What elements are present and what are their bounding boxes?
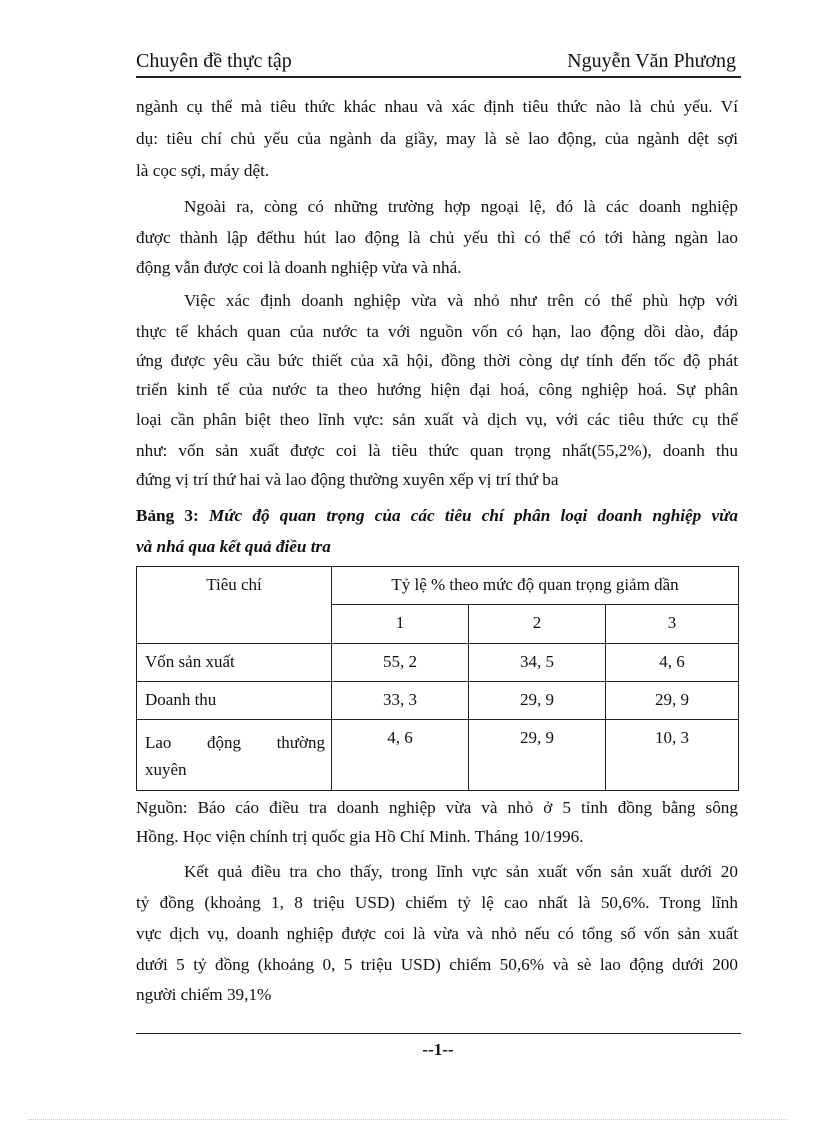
paragraph-line: được thành lập đểthu hút lao động là chủ yếu thì có thể có tới hàng ngàn lao: [136, 228, 738, 247]
table-cell: 29, 9: [606, 682, 739, 720]
paragraph-line: vực dịch vụ, doanh nghiệp được coi là vừa và nhỏ nếu có tổng số vốn sản xuất: [136, 924, 738, 943]
rank-header-3: 3: [606, 605, 739, 644]
table-cell: 29, 9: [469, 720, 606, 791]
row-label-continued: xuyên: [145, 760, 187, 779]
group-header-cell: [332, 567, 739, 605]
paragraph-line: loại cần phân biệt theo lĩnh vực: sản xuất và dịch vụ, với các tiêu thức cụ thể: [136, 410, 738, 429]
table-cell: 4, 6: [332, 720, 469, 791]
page-header: [136, 48, 736, 78]
footer-divider: [136, 1033, 741, 1034]
paragraph-line: động vẫn được coi là doanh nghiệp vừa và nhá.: [136, 258, 462, 277]
header-divider: [136, 76, 741, 78]
table-caption-continued: [136, 536, 331, 558]
table-caption: [136, 505, 738, 527]
table-row: [137, 720, 739, 791]
criteria-header-cell: [137, 567, 332, 644]
header-author-name: Nguyễn Văn Phương: [567, 50, 736, 72]
table-cell: 10, 3: [606, 720, 739, 791]
paragraph-line: người chiếm 39,1%: [136, 985, 272, 1004]
paragraph-line: Kết quả điều tra cho thấy, trong lĩnh vực sản xuất vốn sản xuất dưới 20: [184, 862, 738, 881]
paragraph-line: đứng vị trí thứ hai và lao động thường xuyên xếp vị trí thứ ba: [136, 470, 559, 489]
paragraph-line: thực tế khách quan của nước ta với nguồn vốn có hạn, lao động dồi dào, đáp: [136, 322, 738, 341]
table-row: [137, 644, 739, 682]
paragraph-line: tỷ đồng (khoảng 1, 8 triệu USD) chiếm tỷ lệ cao nhất là 50,6%. Trong lĩnh: [136, 893, 738, 912]
paragraph-line: như: vốn sản xuất được coi là tiêu thức quan trọng nhất(55,2%), doanh thu: [136, 441, 738, 460]
table-cell: 33, 3: [332, 682, 469, 720]
table-cell: 29, 9: [469, 682, 606, 720]
table-caption-title: Mức độ quan trọng của các tiêu chí phân loại doanh nghiệp vừa: [208, 506, 738, 525]
table-cell: 55, 2: [332, 644, 469, 682]
paragraph-line: Ngoài ra, còng có những trường hợp ngoại lệ, đó là các doanh nghiệp: [184, 197, 738, 216]
source-note-line: Nguồn: Báo cáo điều tra doanh nghiệp vừa và nhỏ ở 5 tỉnh đồng bằng sông: [136, 798, 738, 817]
table-cell: 34, 5: [469, 644, 606, 682]
row-label-cell: [137, 720, 332, 791]
rank-header-2: 2: [469, 605, 606, 644]
paragraph-line: Việc xác định doanh nghiệp vừa và nhỏ như trên có thể phù hợp với: [184, 291, 738, 310]
criteria-header: Tiêu chí: [206, 575, 262, 594]
row-label: Doanh thu: [137, 682, 332, 720]
row-label: Lao động thường: [145, 733, 325, 752]
paragraph-line: triển kinh tế của nước ta theo hướng hiện đại hoá, công nghiệp hoá. Sự phân: [136, 380, 738, 399]
survey-table: [136, 566, 739, 791]
paragraph-line: dưới 5 tỷ đồng (khoảng 0, 5 triệu USD) chiếm 50,6% và sè lao động dưới 200: [136, 955, 738, 974]
table-caption-label: Bảng 3:: [136, 506, 199, 525]
page-bottom-border: [28, 1119, 788, 1120]
table-cell: 4, 6: [606, 644, 739, 682]
rank-header-1: 1: [332, 605, 469, 644]
table-caption-title-continued: và nhá qua kết quả điều tra: [136, 537, 331, 556]
group-header: Tỷ lệ % theo mức độ quan trọng giảm dần: [391, 575, 679, 594]
row-label: Vốn sản xuất: [137, 644, 332, 682]
paragraph-line: dụ: tiêu chí chủ yếu của ngành da giầy, may là sè lao động, của ngành dệt sợi: [136, 129, 738, 148]
page-number: --1--: [422, 1040, 454, 1059]
table-row: [137, 682, 739, 720]
source-note-line: Hồng. Học viện chính trị quốc gia Hồ Chí Minh. Tháng 10/1996.: [136, 827, 584, 846]
paragraph-line: là cọc sợi, máy dệt.: [136, 161, 270, 180]
header-report-title: Chuyên đề thực tập: [136, 50, 292, 72]
paragraph-line: ngành cụ thể mà tiêu thức khác nhau và xác định tiêu thức nào là chủ yếu. Ví: [136, 97, 738, 116]
table-header-row: [137, 567, 739, 605]
paragraph-line: ứng được yêu cầu bức thiết của xã hội, đồng thời còng dự tính đến tốc độ phát: [136, 351, 738, 370]
